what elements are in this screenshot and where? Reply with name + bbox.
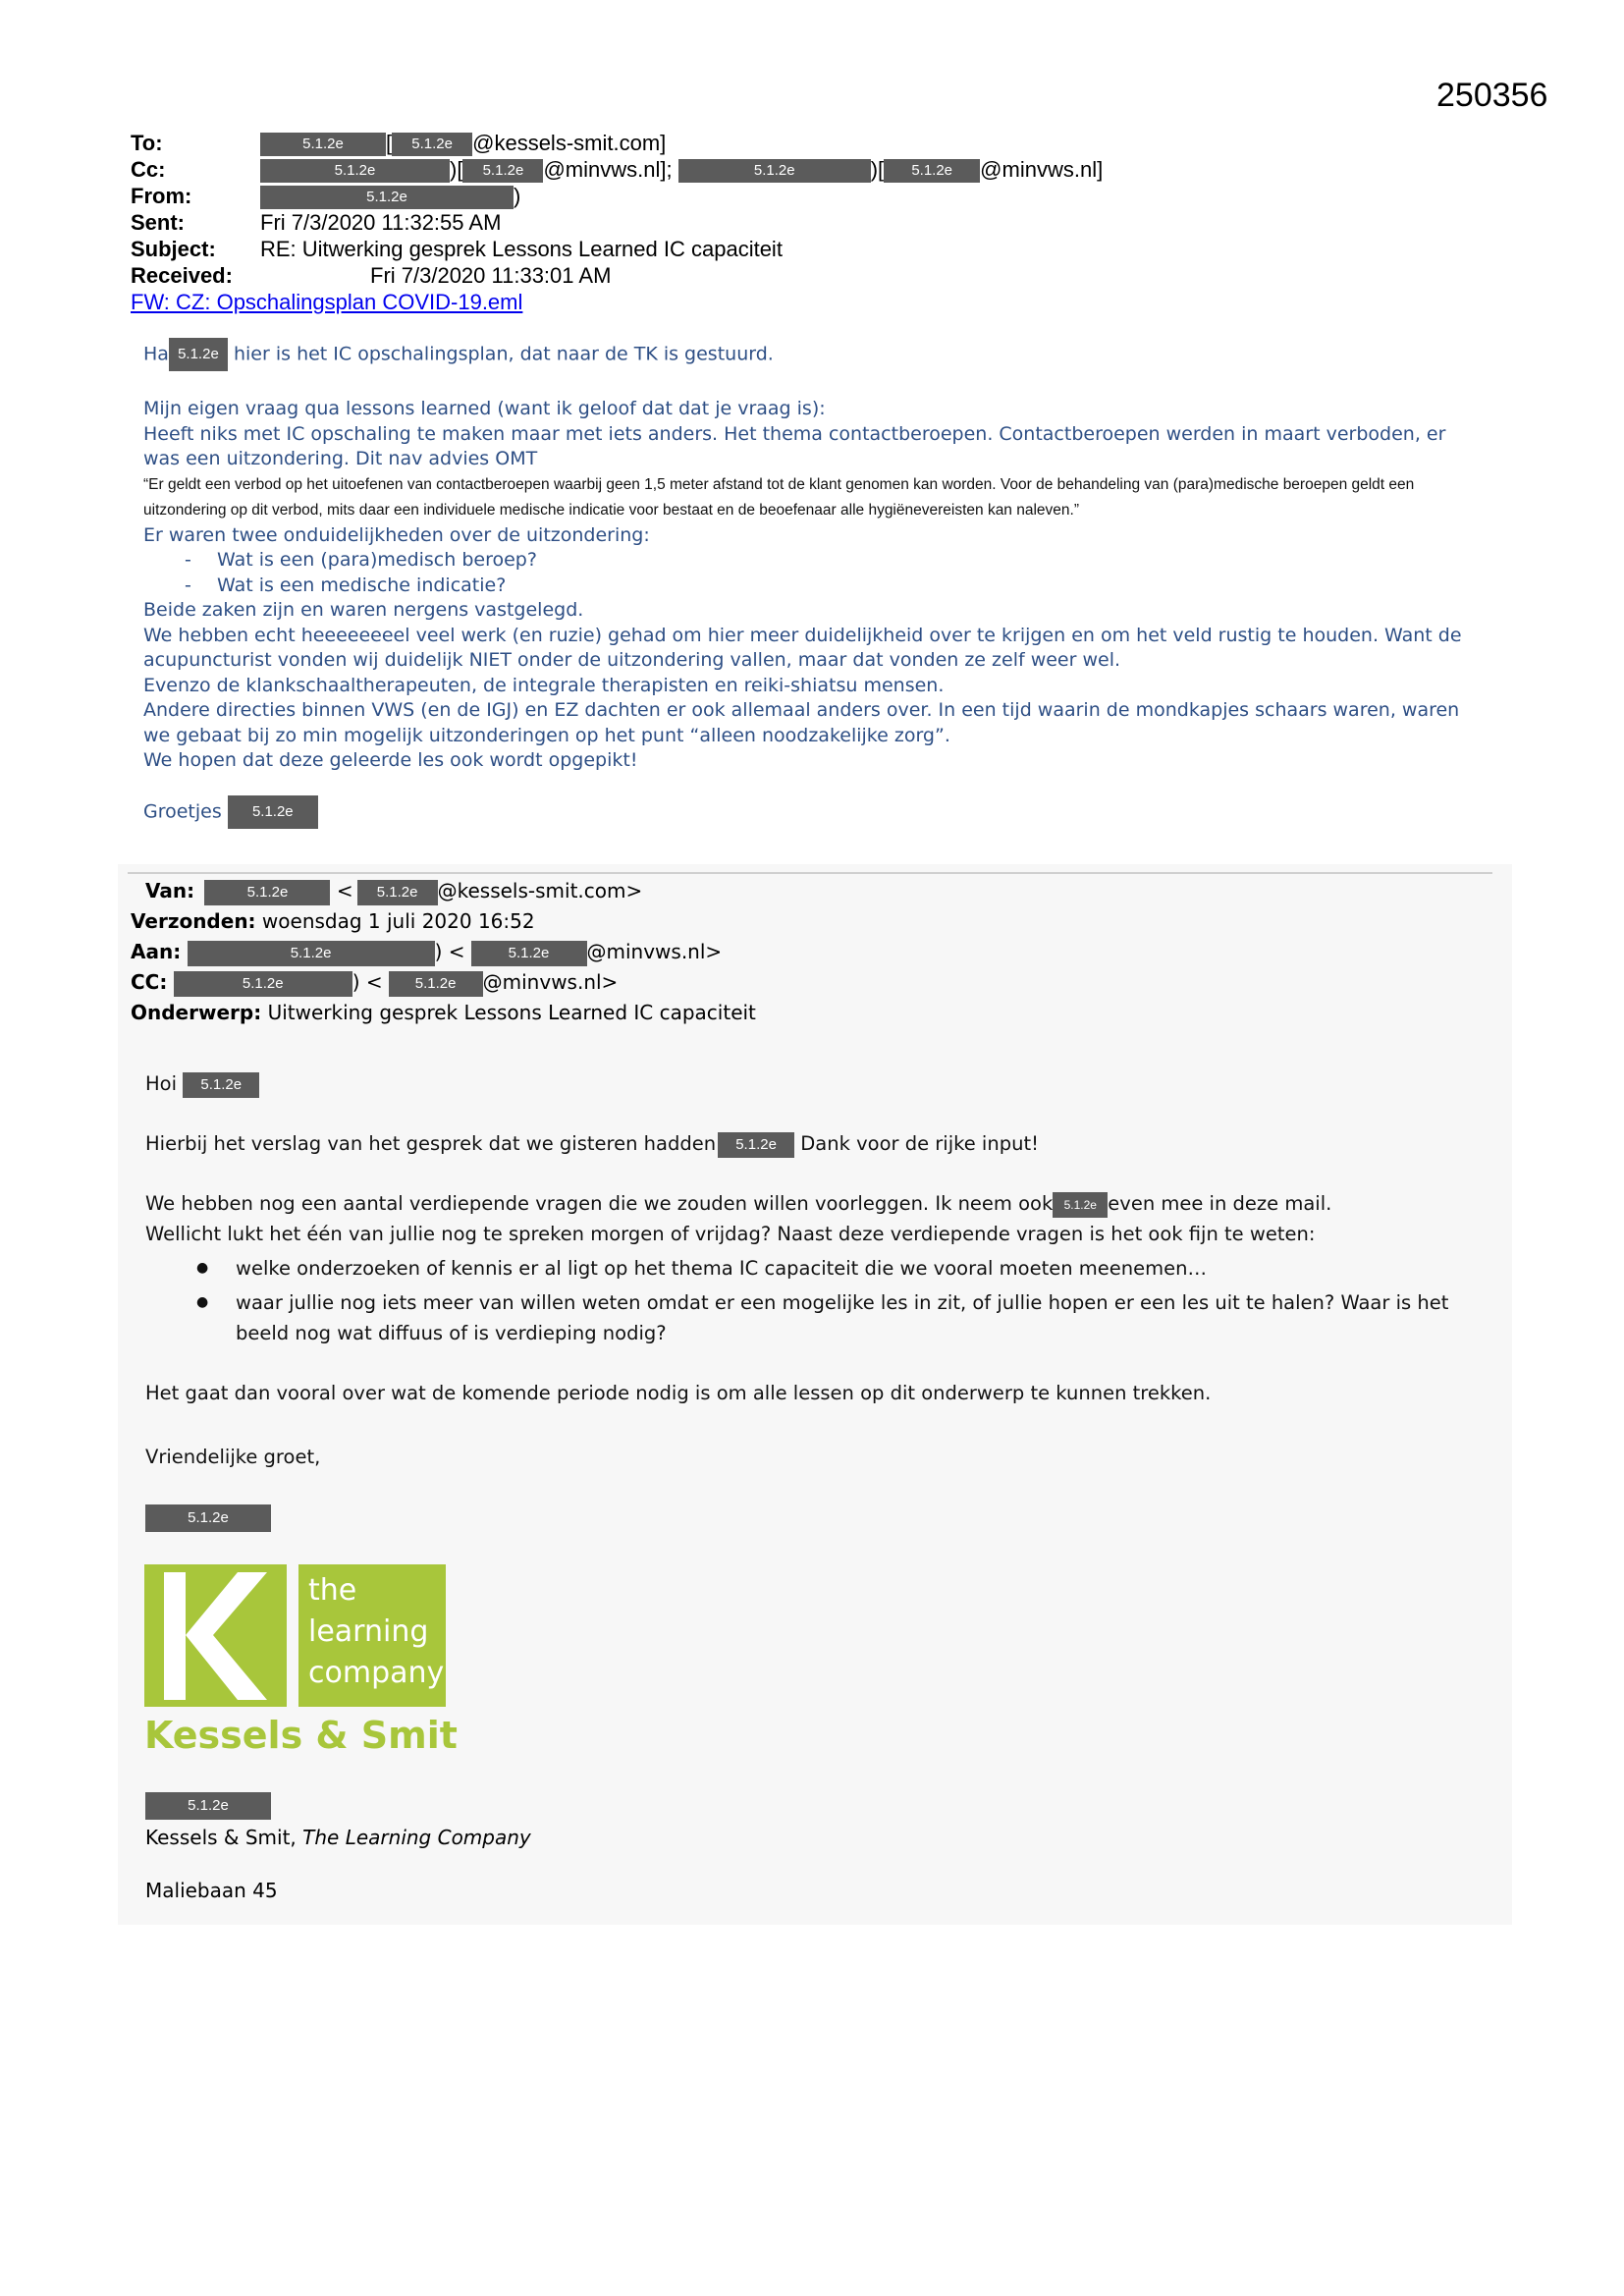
cc-label: Cc: (131, 157, 166, 182)
separator: )[ (870, 157, 885, 182)
redaction: 5.1.2e (1053, 1192, 1108, 1218)
document-number: 250356 (1436, 77, 1548, 114)
question-line: Mijn eigen vraag qua lessons learned (want ik geloof dat dat je vraag is): (143, 398, 826, 419)
list-item: ● waar jullie nog iets meer van willen weten omdat er een mogelijke les in zit, of jullie hopen er een les uit te halen? Waar is het beeld nog wat diffuus of is verdieping nodig? (196, 1287, 1500, 1348)
redaction: 5.1.2e (174, 971, 352, 997)
onderwerp-value: Uitwerking gesprek Lessons Learned IC capaciteit (267, 1001, 756, 1024)
aan-domain: @minvws.nl> (586, 940, 723, 963)
from-row (131, 183, 1103, 209)
redaction: 5.1.2e (260, 159, 450, 183)
separator: )[ (450, 157, 463, 182)
sent-value: Fri 7/3/2020 11:32:55 AM (260, 210, 502, 235)
redaction: 5.1.2e (228, 795, 318, 829)
email-header (131, 130, 1103, 315)
redaction: 5.1.2e (884, 159, 980, 183)
signature-company: Kessels & Smit, (145, 1826, 297, 1849)
redaction: 5.1.2e (183, 1072, 259, 1098)
subject-row (131, 236, 1103, 262)
to-domain: @kessels-smit.com] (472, 131, 667, 155)
logo-text: company (308, 1656, 445, 1690)
received-row (131, 262, 1103, 289)
unclear-intro: Er waren twee onduidelijkheden over de uitzondering: (143, 523, 650, 546)
paren: ) (514, 184, 521, 208)
redaction: 5.1.2e (392, 133, 472, 156)
para-contactberoepen: Heeft niks met IC opschaling te maken maar met iets anders. Het thema contactberoepen. Contactberoepen werden in maart verboden, er was een uitzondering. Dit nav advies OMT (143, 422, 1446, 469)
cc-domain-1: @minvws.nl]; (543, 157, 673, 182)
regards-line: Vriendelijke groet, (145, 1446, 321, 1468)
vragen-line (145, 1188, 1500, 1219)
cc-row (131, 156, 1103, 183)
kessels-smit-logo (144, 1564, 458, 1761)
separator: ) < (434, 940, 465, 963)
signature-tagline: The Learning Company (302, 1826, 531, 1849)
redaction: 5.1.2e (145, 1504, 271, 1532)
unclear-list (143, 548, 1479, 598)
text: Dank voor de rijke input! (800, 1132, 1039, 1155)
cc-domain-2: @minvws.nl] (980, 157, 1104, 182)
forwarded-header (131, 876, 756, 1028)
ks-monogram-icon (144, 1564, 287, 1707)
redaction: 5.1.2e (145, 1792, 271, 1820)
subject-value: RE: Uitwerking gesprek Lessons Learned IC capaciteit (260, 237, 783, 261)
separator: ) < (352, 970, 383, 994)
para-les: We hopen dat deze geleerde les ook wordt opgepikt! (143, 749, 638, 771)
hoi-line (145, 1068, 1500, 1099)
forwarded-body (145, 1068, 1500, 1532)
wellicht-line: Wellicht lukt het één van jullie nog te spreken morgen of vrijdag? Naast deze verdiepende vragen is het ook fijn te weten: (145, 1223, 1316, 1245)
komende-periode-line: Het gaat dan vooral over wat de komende periode nodig is om alle lessen op dit onderwerp te kunnen trekken. (145, 1382, 1212, 1404)
reply-message (143, 338, 1479, 829)
omt-quote: “Er geldt een verbod op het uitoefenen van contactberoepen waarbij geen 1,5 meter afstand tot de klant genomen kan worden. Voor de behandeling van (para)medische beroepen geldt een uitzondering op dit verbod, mits daar een individuele medische indicatie voor bestaat en de beoefenaar alle hygiënevereisten kan naleven.” (143, 475, 1415, 519)
redaction: 5.1.2e (718, 1132, 794, 1158)
para-evenzo: Evenzo de klankschaaltherapeuten, de integrale therapisten en reiki-shiatsu mensen. (143, 674, 945, 696)
redaction: 5.1.2e (389, 971, 483, 997)
redaction: 5.1.2e (204, 880, 330, 905)
van-row (131, 876, 756, 906)
attachment-link[interactable]: FW: CZ: Opschalingsplan COVID-19.eml (131, 290, 523, 314)
onderwerp-row (131, 998, 756, 1028)
aan-label: Aan: (131, 940, 182, 963)
onderwerp-label: Onderwerp: (131, 1001, 262, 1024)
text: We hebben nog een aantal verdiepende vragen die we zouden willen voorleggen. Ik neem ook (145, 1192, 1054, 1215)
redaction: 5.1.2e (471, 941, 587, 966)
sent-row (131, 209, 1103, 236)
signature (145, 1787, 531, 1907)
sent-label: Sent: (131, 210, 185, 235)
subject-label: Subject: (131, 237, 216, 261)
verzonden-row (131, 906, 756, 937)
to-row (131, 130, 1103, 156)
greeting-text: Ha (143, 343, 169, 365)
cc-domain: @minvws.nl> (482, 970, 619, 994)
verzonden-label: Verzonden: (131, 909, 256, 933)
list-item: ● welke onderzoeken of kennis er al ligt op het thema IC capaciteit die we vooral moeten meenemen… (196, 1253, 1500, 1284)
greeting-text: hier is het IC opschalingsplan, dat naar de TK is gestuurd. (233, 343, 774, 365)
verzonden-value: woensdag 1 juli 2020 16:52 (261, 909, 535, 933)
van-label: Van: (145, 879, 195, 902)
received-label: Received: (131, 263, 233, 288)
list-item: - Wat is een medische indicatie? (185, 574, 1479, 599)
para-werk: We hebben echt heeeeeeeel veel werk (en ruzie) gehad om hier meer duidelijkheid over te krijgen en om het veld rustig te houden. Want de acupuncturist vonden wij duidelijk NIET onder de uitzondering vallen, maar dat vonden ze zelf weer wel. (143, 624, 1462, 671)
logo-text: learning (308, 1614, 429, 1649)
redaction: 5.1.2e (462, 159, 543, 183)
van-domain: @kessels-smit.com> (437, 879, 643, 902)
redaction: 5.1.2e (678, 159, 871, 183)
redaction: 5.1.2e (260, 186, 514, 209)
logo-brand: Kessels & Smit (144, 1714, 458, 1757)
para-directies: Andere directies binnen VWS (en de IGJ) en EZ dachten er ook allemaal anders over. In een tijd waarin de mondkapjes schaars waren, waren we gebaat bij zo min mogelijk uitzonderingen op het punt “alleen noodzakelijke zorg”. (143, 699, 1460, 746)
bracket: [ (386, 131, 393, 155)
closing-text: Groetjes (143, 800, 222, 822)
text: Hierbij het verslag van het gesprek dat we gisteren hadden (145, 1132, 717, 1155)
signature-address: Maliebaan 45 (145, 1879, 278, 1902)
redaction: 5.1.2e (357, 880, 438, 905)
reply-closing (143, 795, 1479, 829)
from-label: From: (131, 184, 192, 208)
logo-tagline (298, 1564, 446, 1707)
divider (128, 872, 1492, 874)
redaction: 5.1.2e (260, 133, 386, 156)
verslag-line (145, 1128, 1500, 1159)
list-item: - Wat is een (para)medisch beroep? (185, 548, 1479, 574)
cc-label: CC: (131, 970, 168, 994)
redaction: 5.1.2e (169, 338, 228, 371)
logo-text: the (308, 1573, 357, 1608)
bullet-list (145, 1253, 1500, 1348)
bracket: < (336, 879, 353, 902)
cc-row (131, 967, 756, 998)
text: even mee in deze mail. (1108, 1192, 1332, 1215)
reply-greeting (143, 338, 1479, 371)
para-vastgelegd: Beide zaken zijn en waren nergens vastgelegd. (143, 599, 584, 621)
received-value: Fri 7/3/2020 11:33:01 AM (370, 263, 612, 288)
aan-row (131, 937, 756, 967)
attachment-row (131, 289, 1103, 315)
hoi-text: Hoi (145, 1072, 178, 1095)
to-label: To: (131, 131, 163, 155)
redaction: 5.1.2e (188, 941, 435, 966)
